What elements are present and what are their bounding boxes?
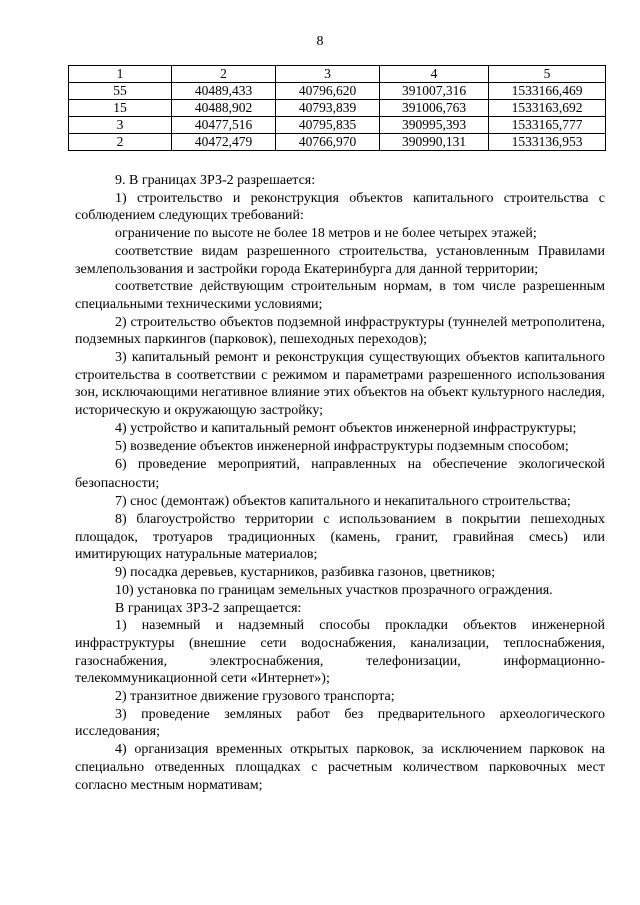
- table-cell: 391006,763: [380, 100, 489, 117]
- table-row: [69, 83, 606, 100]
- coordinates-table: [68, 65, 606, 151]
- table-cell: 391007,316: [380, 83, 489, 100]
- table-cell: 40488,902: [172, 100, 276, 117]
- table-cell: 40795,835: [276, 117, 380, 134]
- table-row: [69, 100, 606, 117]
- paragraph: 4) организация временных открытых парковок, за исключением парковок на специально отведенных площадках с расчетным количеством парковочных мест согласно местным нормативам;: [75, 742, 605, 793]
- table-cell: 15: [69, 100, 172, 117]
- table-header-cell: 3: [276, 66, 380, 83]
- table-cell: 3: [69, 117, 172, 134]
- paragraph: 6) проведение мероприятий, направленных на обеспечение экологической безопасности;: [75, 457, 605, 491]
- table-header-cell: 2: [172, 66, 276, 83]
- paragraph: ограничение по высоте не более 18 метров и не более четырех этажей;: [115, 226, 537, 242]
- paragraph: 4) устройство и капитальный ремонт объектов инженерной инфраструктуры;: [115, 420, 577, 436]
- table-cell: 390995,393: [380, 117, 489, 134]
- table-cell: 40472,479: [172, 134, 276, 151]
- table-header-row: [69, 66, 606, 83]
- table-cell: 1533163,692: [489, 100, 606, 117]
- table-cell: 40489,433: [172, 83, 276, 100]
- table-cell: 390990,131: [380, 134, 489, 151]
- table-header-cell: 1: [69, 66, 172, 83]
- table-cell: 40477,516: [172, 117, 276, 134]
- paragraph: 3) проведение земляных работ без предварительного археологического исследования;: [75, 706, 605, 740]
- paragraph: 2) транзитное движение грузового транспорта;: [115, 689, 395, 705]
- table-cell: 1533166,469: [489, 83, 606, 100]
- paragraph: 8) благоустройство территории с использованием в покрытии пешеходных площадок, тротуаров традиционных (камень, гранит, гравийная смесь) или имитирующих натуральные материалов;: [75, 512, 605, 563]
- table-header-cell: 4: [380, 66, 489, 83]
- table-cell: 40766,970: [276, 134, 380, 151]
- page-number: 8: [316, 34, 324, 49]
- table-cell: 55: [69, 83, 172, 100]
- table-cell: 40793,839: [276, 100, 380, 117]
- paragraph: 1) наземный и надземный способы прокладки объектов инженерной инфраструктуры (внешние сети водоснабжения, канализации, теплоснабжения, газоснабжения, электроснабжения, телефонизации, информационно-телекоммуникационной сети «Интернет»);: [75, 618, 605, 687]
- table-cell: 1533136,953: [489, 134, 606, 151]
- paragraph: 10) установка по границам земельных участков прозрачного ограждения.: [115, 582, 553, 598]
- paragraph: 7) снос (демонтаж) объектов капитального и некапитального строительства;: [115, 494, 571, 510]
- table-row: [69, 117, 606, 134]
- paragraph: 1) строительство и реконструкция объектов капитального строительства с соблюдением следующих требований:: [75, 190, 605, 224]
- paragraph: соответствие действующим строительным нормам, в том числе разрешенным специальными техническими условиями;: [75, 279, 605, 312]
- document-body: [75, 172, 605, 794]
- paragraph: соответствие видам разрешенного строительства, установленным Правилами землепользования и застройки города Екатеринбурга для данной территории;: [75, 243, 605, 277]
- table-header-cell: 5: [489, 66, 606, 83]
- table-cell: 40796,620: [276, 83, 380, 100]
- paragraph: 2) строительство объектов подземной инфраструктуры (туннелей метрополитена, подземных паркингов (парковок), пешеходных переходов);: [75, 314, 605, 348]
- table-cell: 2: [69, 134, 172, 151]
- table-row: [69, 134, 606, 151]
- paragraph: 5) возведение объектов инженерной инфраструктуры подземным способом;: [115, 439, 569, 455]
- section-heading-prohibited: В границах ЗРЗ-2 запрещается:: [115, 600, 302, 616]
- paragraph: 3) капитальный ремонт и реконструкция существующих объектов капитального строительства в соответствии с режимом и параметрами разрешенного использования зон, исключающими негативное влияние этих объектов на объект культурного наследия, историческую и окружающую застройку;: [75, 350, 605, 419]
- section-heading-allowed: 9. В границах ЗРЗ-2 разрешается:: [115, 173, 316, 188]
- table-cell: 1533165,777: [489, 117, 606, 134]
- paragraph: 9) посадка деревьев, кустарников, разбивка газонов, цветников;: [115, 565, 496, 581]
